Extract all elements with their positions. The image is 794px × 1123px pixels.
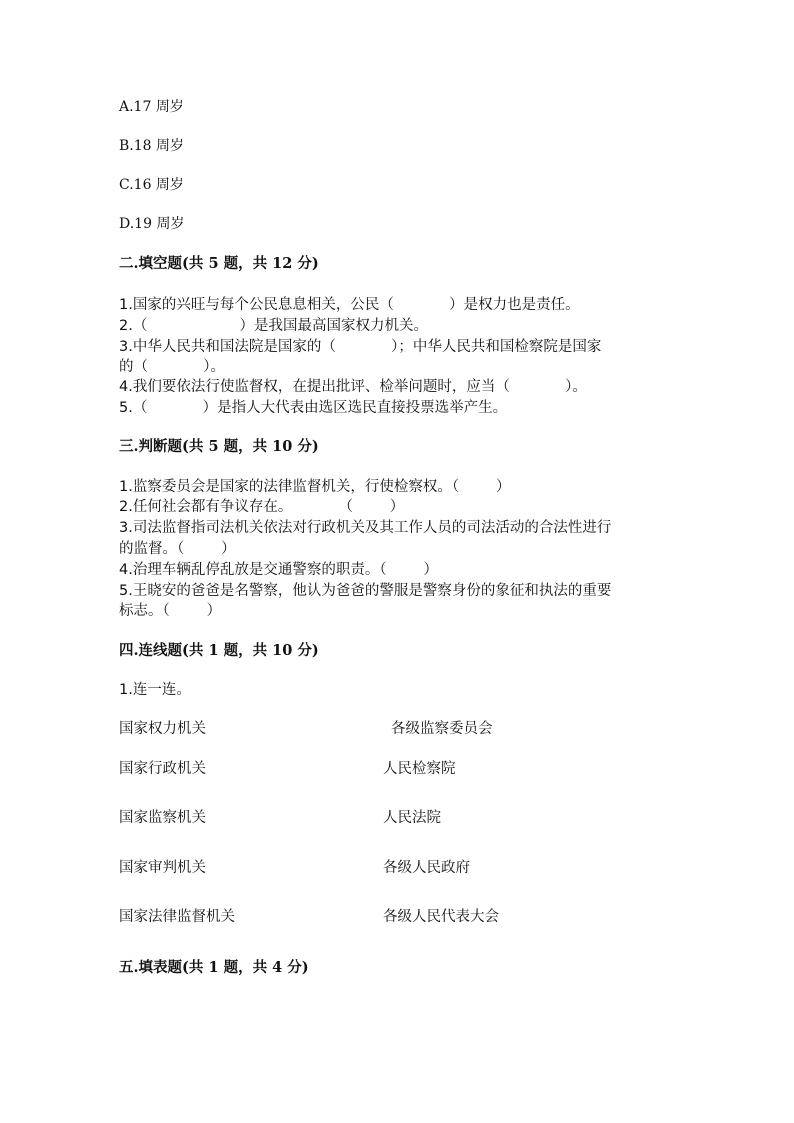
fill-line-1: 1.国家的兴旺与每个公民息息相关，公民（ ）是权力也是责任。 bbox=[119, 297, 580, 313]
match-right-5: 各级人民代表大会 bbox=[383, 909, 499, 925]
judge-line-2: 2.任何社会都有争议存在。 （ ） bbox=[119, 499, 405, 515]
fill-line-3-cont: 的（ ）。 bbox=[119, 359, 226, 375]
match-right-4: 各级人民政府 bbox=[383, 860, 470, 876]
option-c: C.16 周岁 bbox=[119, 177, 184, 193]
match-left-3: 国家监察机关 bbox=[119, 810, 206, 826]
match-left-4: 国家审判机关 bbox=[119, 860, 206, 876]
fill-line-4: 4.我们要依法行使监督权，在提出批评、检举问题时，应当（ ）。 bbox=[119, 379, 587, 395]
match-question: 1.连一连。 bbox=[119, 682, 191, 698]
judge-line-5-cont: 标志。（ ） bbox=[119, 603, 222, 619]
fill-line-2: 2.（ ）是我国最高国家权力机关。 bbox=[119, 318, 429, 334]
judge-line-3-cont: 的监督。（ ） bbox=[119, 541, 236, 557]
section-3-title: 三.判断题(共 5 题，共 10 分) bbox=[119, 438, 319, 455]
match-left-2: 国家行政机关 bbox=[119, 761, 206, 777]
judge-line-1: 1.监察委员会是国家的法律监督机关，行使检察权。（ ） bbox=[119, 479, 511, 495]
judge-line-5: 5.王晓安的爸爸是名警察，他认为爸爸的警服是警察身份的象征和执法的重要 bbox=[119, 583, 612, 599]
section-5-title: 五.填表题(共 1 题，共 4 分) bbox=[119, 959, 309, 976]
fill-line-5: 5.（ ）是指人大代表由选区选民直接投票选举产生。 bbox=[119, 400, 508, 416]
match-right-1: 各级监察委员会 bbox=[391, 721, 493, 737]
section-4-title: 四.连线题(共 1 题，共 10 分) bbox=[119, 642, 319, 659]
match-left-1: 国家权力机关 bbox=[119, 721, 206, 737]
fill-line-3: 3.中华人民共和国法院是国家的（ ）；中华人民共和国检察院是国家 bbox=[119, 339, 602, 355]
match-right-2: 人民检察院 bbox=[383, 761, 456, 777]
match-left-5: 国家法律监督机关 bbox=[119, 909, 235, 925]
match-right-3: 人民法院 bbox=[383, 810, 441, 826]
judge-line-3: 3.司法监督指司法机关依法对行政机关及其工作人员的司法活动的合法性进行 bbox=[119, 520, 612, 536]
option-d: D.19 周岁 bbox=[119, 216, 185, 232]
option-a: A.17 周岁 bbox=[119, 99, 184, 115]
option-b: B.18 周岁 bbox=[119, 138, 185, 154]
section-2-title: 二.填空题(共 5 题，共 12 分) bbox=[119, 255, 319, 272]
judge-line-4: 4.治理车辆乱停乱放是交通警察的职责。（ ） bbox=[119, 562, 438, 578]
